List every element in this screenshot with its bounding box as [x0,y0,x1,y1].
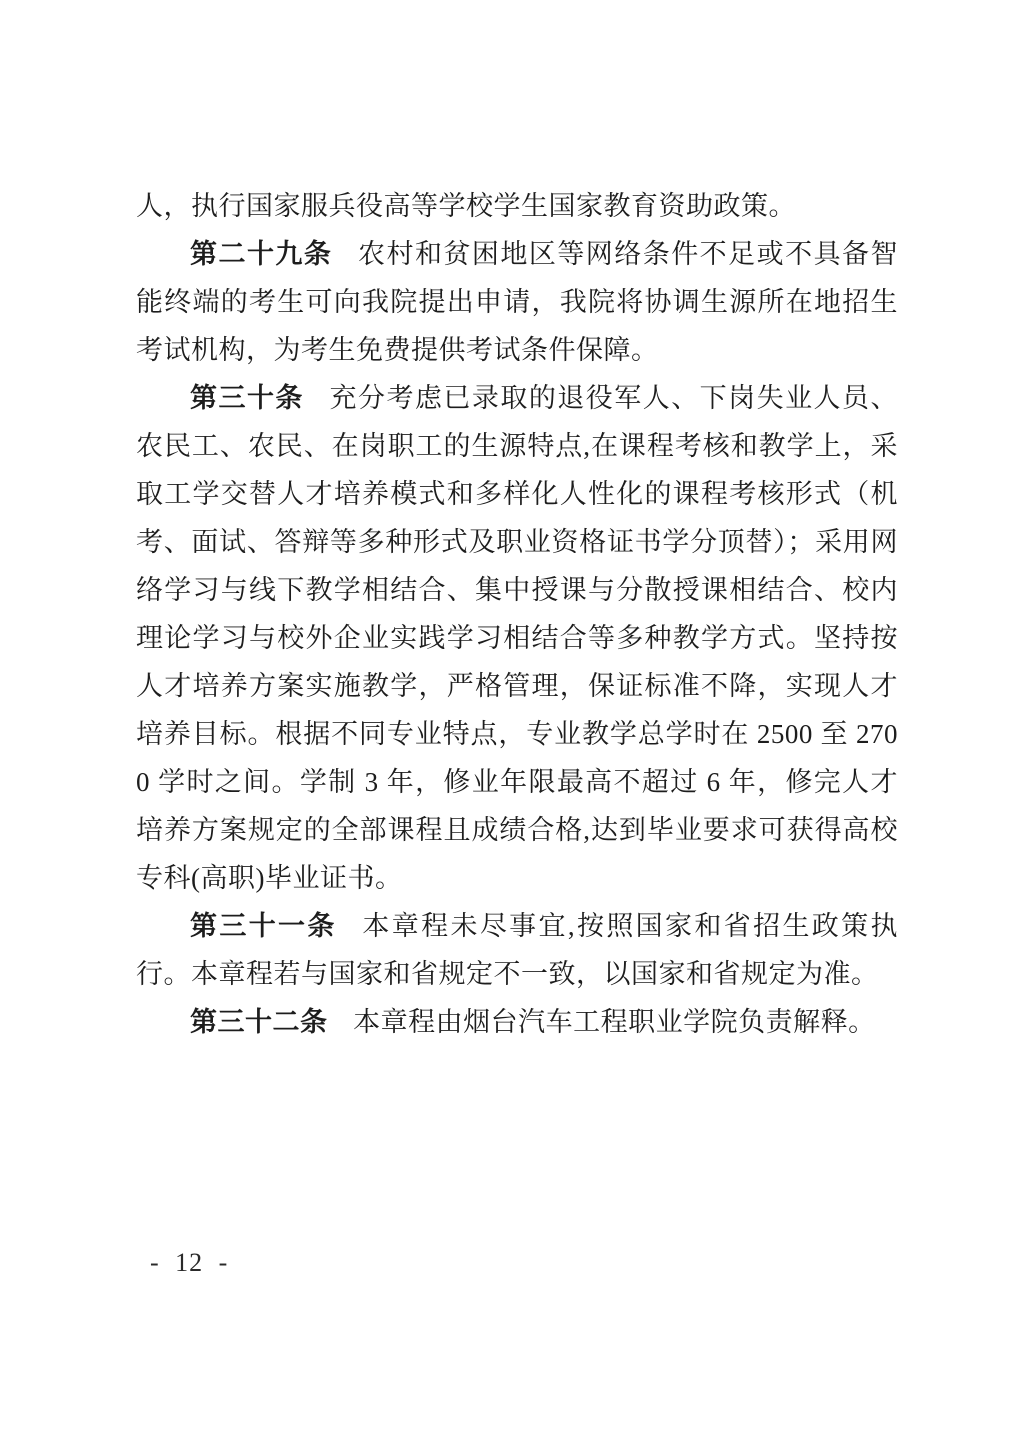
paragraph-text: 本章程未尽事宜,按照国家和省招生政策执行。本章程若与国家和省规定不一致，以国家和省规定为准。 [136,911,899,989]
document-body [136,182,898,1046]
article-30-heading: 第三十条 [190,383,304,413]
paragraph-continuation [136,182,898,230]
paragraph-article-30 [136,374,898,902]
paragraph-text: 本章程由烟台汽车工程职业学院负责解释。 [353,1007,876,1037]
article-32-heading: 第三十二条 [190,1007,328,1037]
paragraph-text: 农村和贫困地区等网络条件不足或不具备智能终端的考生可向我院提出申请，我院将协调生源所在地招生考试机构，为考生免费提供考试条件保障。 [136,239,899,365]
page-number: - 12 - [150,1248,229,1277]
paragraph-article-31 [136,902,898,998]
paragraph-article-29 [136,230,898,374]
paragraph-article-32 [136,998,898,1046]
article-29-heading: 第二十九条 [190,239,333,269]
paragraph-text: 人，执行国家服兵役高等学校学生国家教育资助政策。 [136,191,796,221]
article-31-heading: 第三十一条 [190,911,337,941]
paragraph-text: 充分考虑已录取的退役军人、下岗失业人员、农民工、农民、在岗职工的生源特点,在课程考核和教学上，采取工学交替人才培养模式和多样化人性化的课程考核形式（机考、面试、答辩等多种形式及职业资格证书学分顶替）；采用网络学习与线下教学相结合、集中授课与分散授课相结合、校内理论学习与校外企业实践学习相结合等多种教学方式。坚持按人才培养方案实施教学，严格管理，保证标准不降，实现人才培养目标。根据不同专业特点，专业教学总学时在 2500 至 2700 学时之间。学制 3 年，修业年限最高不超过 6 年，修完人才培养方案规定的全部课程且成绩合格,达到毕业要求可获得高校专科(高职)毕业证书。 [136,383,899,893]
